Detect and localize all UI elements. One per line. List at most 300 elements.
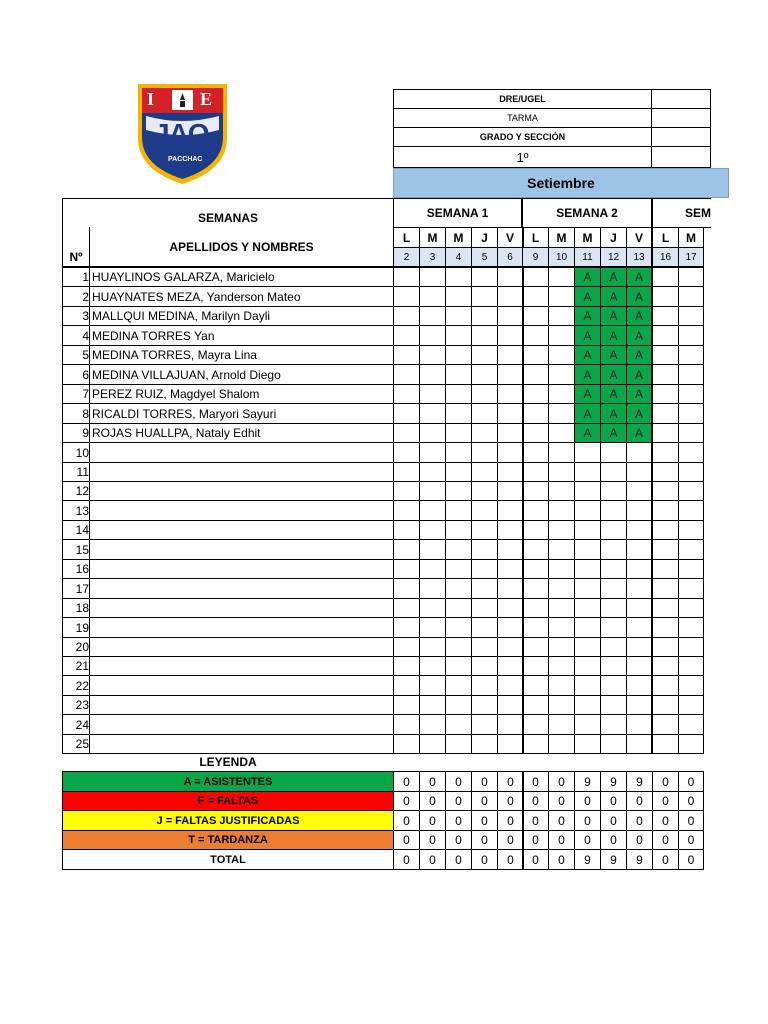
attendance-cell[interactable] (445, 364, 472, 385)
attendance-cell[interactable]: A (574, 384, 601, 404)
attendance-cell[interactable] (652, 423, 679, 443)
attendance-cell[interactable] (626, 714, 653, 735)
attendance-cell[interactable] (445, 403, 472, 424)
attendance-cell[interactable] (548, 598, 575, 618)
attendance-cell[interactable] (652, 442, 679, 463)
attendance-cell[interactable] (522, 325, 549, 346)
attendance-cell[interactable] (471, 403, 498, 424)
attendance-cell[interactable]: A (626, 325, 653, 346)
attendance-cell[interactable] (471, 442, 498, 463)
attendance-cell[interactable] (419, 345, 446, 365)
attendance-cell[interactable] (445, 520, 472, 540)
attendance-cell[interactable] (393, 578, 420, 599)
attendance-cell[interactable] (497, 325, 524, 346)
attendance-cell[interactable] (497, 364, 524, 385)
attendance-cell[interactable] (574, 462, 601, 482)
attendance-cell[interactable] (497, 675, 524, 696)
attendance-cell[interactable] (626, 598, 653, 618)
attendance-cell[interactable] (652, 345, 679, 365)
attendance-cell[interactable] (522, 714, 549, 735)
attendance-cell[interactable] (626, 539, 653, 560)
attendance-cell[interactable] (471, 578, 498, 599)
attendance-cell[interactable] (522, 481, 549, 501)
attendance-cell[interactable] (471, 325, 498, 346)
attendance-cell[interactable] (600, 578, 627, 599)
attendance-cell[interactable] (548, 675, 575, 696)
attendance-cell[interactable] (419, 617, 446, 638)
attendance-cell[interactable] (678, 481, 704, 501)
attendance-cell[interactable] (471, 656, 498, 676)
attendance-cell[interactable]: A (574, 403, 601, 424)
attendance-cell[interactable] (445, 423, 472, 443)
attendance-cell[interactable]: A (574, 345, 601, 365)
attendance-cell[interactable] (652, 598, 679, 618)
attendance-cell[interactable] (548, 734, 575, 754)
attendance-cell[interactable] (497, 423, 524, 443)
attendance-cell[interactable] (522, 462, 549, 482)
attendance-cell[interactable] (445, 714, 472, 735)
attendance-cell[interactable] (445, 598, 472, 618)
attendance-cell[interactable] (626, 656, 653, 676)
attendance-cell[interactable]: A (600, 423, 627, 443)
attendance-cell[interactable]: A (600, 403, 627, 424)
attendance-cell[interactable] (497, 617, 524, 638)
attendance-cell[interactable]: A (574, 267, 601, 287)
attendance-cell[interactable] (574, 695, 601, 715)
attendance-cell[interactable] (574, 637, 601, 657)
attendance-cell[interactable] (678, 267, 704, 287)
attendance-cell[interactable] (393, 656, 420, 676)
attendance-cell[interactable] (522, 617, 549, 638)
attendance-cell[interactable] (419, 286, 446, 307)
attendance-cell[interactable] (393, 286, 420, 307)
attendance-cell[interactable] (419, 481, 446, 501)
attendance-cell[interactable] (419, 734, 446, 754)
attendance-cell[interactable] (652, 578, 679, 599)
attendance-cell[interactable] (522, 423, 549, 443)
attendance-cell[interactable] (497, 403, 524, 424)
attendance-cell[interactable] (600, 675, 627, 696)
attendance-cell[interactable] (678, 637, 704, 657)
attendance-cell[interactable]: A (626, 364, 653, 385)
attendance-cell[interactable] (471, 267, 498, 287)
attendance-cell[interactable] (445, 559, 472, 579)
attendance-cell[interactable] (497, 734, 524, 754)
attendance-cell[interactable] (522, 598, 549, 618)
attendance-cell[interactable] (548, 520, 575, 540)
attendance-cell[interactable] (393, 267, 420, 287)
attendance-cell[interactable] (678, 423, 704, 443)
attendance-cell[interactable] (548, 656, 575, 676)
attendance-cell[interactable] (471, 675, 498, 696)
attendance-cell[interactable] (497, 520, 524, 540)
attendance-cell[interactable] (652, 539, 679, 560)
attendance-cell[interactable] (419, 462, 446, 482)
attendance-cell[interactable] (497, 656, 524, 676)
attendance-cell[interactable] (393, 695, 420, 715)
attendance-cell[interactable] (522, 384, 549, 404)
attendance-cell[interactable] (626, 617, 653, 638)
attendance-cell[interactable] (678, 734, 704, 754)
attendance-cell[interactable] (548, 500, 575, 521)
attendance-cell[interactable] (445, 734, 472, 754)
attendance-cell[interactable]: A (626, 345, 653, 365)
attendance-cell[interactable] (678, 520, 704, 540)
attendance-cell[interactable] (678, 442, 704, 463)
attendance-cell[interactable] (678, 598, 704, 618)
attendance-cell[interactable]: A (574, 364, 601, 385)
attendance-cell[interactable] (393, 345, 420, 365)
attendance-cell[interactable] (497, 695, 524, 715)
attendance-cell[interactable] (445, 675, 472, 696)
attendance-cell[interactable] (678, 714, 704, 735)
attendance-cell[interactable] (574, 539, 601, 560)
attendance-cell[interactable] (652, 675, 679, 696)
attendance-cell[interactable] (678, 286, 704, 307)
attendance-cell[interactable]: A (626, 403, 653, 424)
attendance-cell[interactable] (652, 520, 679, 540)
attendance-cell[interactable] (393, 306, 420, 326)
attendance-cell[interactable] (652, 267, 679, 287)
attendance-cell[interactable] (393, 734, 420, 754)
attendance-cell[interactable] (626, 637, 653, 657)
attendance-cell[interactable] (497, 345, 524, 365)
attendance-cell[interactable] (522, 559, 549, 579)
attendance-cell[interactable] (522, 306, 549, 326)
attendance-cell[interactable] (678, 695, 704, 715)
attendance-cell[interactable] (419, 714, 446, 735)
attendance-cell[interactable] (522, 520, 549, 540)
attendance-cell[interactable] (419, 267, 446, 287)
attendance-cell[interactable] (393, 559, 420, 579)
attendance-cell[interactable]: A (600, 325, 627, 346)
attendance-cell[interactable] (548, 714, 575, 735)
attendance-cell[interactable] (522, 500, 549, 521)
attendance-cell[interactable] (574, 442, 601, 463)
attendance-cell[interactable] (652, 364, 679, 385)
attendance-cell[interactable] (393, 384, 420, 404)
attendance-cell[interactable] (471, 462, 498, 482)
attendance-cell[interactable] (600, 598, 627, 618)
attendance-cell[interactable] (626, 462, 653, 482)
attendance-cell[interactable] (497, 481, 524, 501)
attendance-cell[interactable] (600, 500, 627, 521)
attendance-cell[interactable] (471, 598, 498, 618)
attendance-cell[interactable] (678, 345, 704, 365)
attendance-cell[interactable] (652, 714, 679, 735)
attendance-cell[interactable] (393, 520, 420, 540)
attendance-cell[interactable] (548, 345, 575, 365)
attendance-cell[interactable] (548, 559, 575, 579)
attendance-cell[interactable] (626, 559, 653, 579)
attendance-cell[interactable] (574, 714, 601, 735)
attendance-cell[interactable] (522, 539, 549, 560)
attendance-cell[interactable] (445, 481, 472, 501)
attendance-cell[interactable] (393, 462, 420, 482)
attendance-cell[interactable] (419, 306, 446, 326)
attendance-cell[interactable] (419, 539, 446, 560)
attendance-cell[interactable] (652, 286, 679, 307)
attendance-cell[interactable] (445, 617, 472, 638)
attendance-cell[interactable] (574, 500, 601, 521)
attendance-cell[interactable] (497, 539, 524, 560)
attendance-cell[interactable] (522, 403, 549, 424)
attendance-cell[interactable] (471, 384, 498, 404)
attendance-cell[interactable] (626, 520, 653, 540)
attendance-cell[interactable] (678, 675, 704, 696)
attendance-cell[interactable] (574, 675, 601, 696)
attendance-cell[interactable] (678, 306, 704, 326)
attendance-cell[interactable] (548, 325, 575, 346)
attendance-cell[interactable] (652, 403, 679, 424)
attendance-cell[interactable] (393, 442, 420, 463)
attendance-cell[interactable]: A (574, 423, 601, 443)
attendance-cell[interactable] (626, 675, 653, 696)
attendance-cell[interactable]: A (600, 345, 627, 365)
attendance-cell[interactable] (548, 462, 575, 482)
attendance-cell[interactable] (445, 500, 472, 521)
attendance-cell[interactable] (548, 267, 575, 287)
attendance-cell[interactable] (497, 714, 524, 735)
attendance-cell[interactable] (445, 578, 472, 599)
attendance-cell[interactable] (471, 481, 498, 501)
attendance-cell[interactable] (497, 306, 524, 326)
attendance-cell[interactable] (497, 267, 524, 287)
attendance-cell[interactable] (471, 637, 498, 657)
attendance-cell[interactable] (497, 500, 524, 521)
attendance-cell[interactable] (445, 267, 472, 287)
attendance-cell[interactable] (522, 695, 549, 715)
attendance-cell[interactable]: A (626, 306, 653, 326)
attendance-cell[interactable] (471, 520, 498, 540)
attendance-cell[interactable] (652, 306, 679, 326)
attendance-cell[interactable] (393, 325, 420, 346)
attendance-cell[interactable]: A (600, 364, 627, 385)
attendance-cell[interactable]: A (626, 423, 653, 443)
attendance-cell[interactable] (497, 559, 524, 579)
attendance-cell[interactable] (497, 286, 524, 307)
attendance-cell[interactable] (678, 462, 704, 482)
attendance-cell[interactable] (419, 423, 446, 443)
attendance-cell[interactable] (445, 442, 472, 463)
attendance-cell[interactable] (574, 656, 601, 676)
attendance-cell[interactable]: A (626, 286, 653, 307)
attendance-cell[interactable] (652, 559, 679, 579)
attendance-cell[interactable] (445, 384, 472, 404)
attendance-cell[interactable] (574, 598, 601, 618)
attendance-cell[interactable] (419, 578, 446, 599)
attendance-cell[interactable] (678, 559, 704, 579)
attendance-cell[interactable] (445, 306, 472, 326)
attendance-cell[interactable] (600, 734, 627, 754)
attendance-cell[interactable] (471, 345, 498, 365)
attendance-cell[interactable] (522, 734, 549, 754)
attendance-cell[interactable] (548, 578, 575, 599)
attendance-cell[interactable] (419, 695, 446, 715)
attendance-cell[interactable] (471, 734, 498, 754)
attendance-cell[interactable] (600, 617, 627, 638)
attendance-cell[interactable] (652, 734, 679, 754)
attendance-cell[interactable] (522, 345, 549, 365)
attendance-cell[interactable] (600, 442, 627, 463)
attendance-cell[interactable] (522, 267, 549, 287)
attendance-cell[interactable] (471, 539, 498, 560)
attendance-cell[interactable] (600, 520, 627, 540)
attendance-cell[interactable] (600, 462, 627, 482)
attendance-cell[interactable] (652, 695, 679, 715)
attendance-cell[interactable] (600, 559, 627, 579)
attendance-cell[interactable] (497, 637, 524, 657)
attendance-cell[interactable] (652, 500, 679, 521)
attendance-cell[interactable] (548, 481, 575, 501)
attendance-cell[interactable] (574, 578, 601, 599)
attendance-cell[interactable] (471, 423, 498, 443)
attendance-cell[interactable] (678, 500, 704, 521)
attendance-cell[interactable] (471, 286, 498, 307)
attendance-cell[interactable] (548, 637, 575, 657)
attendance-cell[interactable] (471, 617, 498, 638)
attendance-cell[interactable]: A (574, 325, 601, 346)
attendance-cell[interactable] (393, 423, 420, 443)
attendance-cell[interactable] (445, 462, 472, 482)
attendance-cell[interactable] (626, 500, 653, 521)
attendance-cell[interactable] (393, 617, 420, 638)
attendance-cell[interactable] (574, 481, 601, 501)
attendance-cell[interactable] (522, 578, 549, 599)
attendance-cell[interactable] (600, 481, 627, 501)
attendance-cell[interactable] (652, 656, 679, 676)
attendance-cell[interactable] (445, 325, 472, 346)
attendance-cell[interactable] (652, 325, 679, 346)
attendance-cell[interactable] (445, 539, 472, 560)
attendance-cell[interactable] (548, 403, 575, 424)
attendance-cell[interactable] (574, 520, 601, 540)
attendance-cell[interactable] (548, 286, 575, 307)
attendance-cell[interactable]: A (600, 267, 627, 287)
attendance-cell[interactable] (548, 423, 575, 443)
attendance-cell[interactable] (471, 714, 498, 735)
attendance-cell[interactable] (626, 442, 653, 463)
attendance-cell[interactable] (678, 539, 704, 560)
attendance-cell[interactable] (393, 500, 420, 521)
attendance-cell[interactable] (548, 442, 575, 463)
attendance-cell[interactable] (419, 520, 446, 540)
attendance-cell[interactable] (600, 714, 627, 735)
attendance-cell[interactable] (522, 637, 549, 657)
attendance-cell[interactable] (471, 695, 498, 715)
attendance-cell[interactable] (626, 578, 653, 599)
attendance-cell[interactable] (393, 539, 420, 560)
attendance-cell[interactable] (600, 656, 627, 676)
attendance-cell[interactable] (419, 403, 446, 424)
attendance-cell[interactable] (445, 637, 472, 657)
attendance-cell[interactable] (678, 578, 704, 599)
attendance-cell[interactable] (548, 695, 575, 715)
attendance-cell[interactable] (548, 617, 575, 638)
attendance-cell[interactable] (445, 656, 472, 676)
attendance-cell[interactable] (678, 656, 704, 676)
attendance-cell[interactable] (626, 481, 653, 501)
attendance-cell[interactable] (574, 559, 601, 579)
attendance-cell[interactable] (497, 598, 524, 618)
attendance-cell[interactable] (497, 384, 524, 404)
attendance-cell[interactable] (678, 403, 704, 424)
attendance-cell[interactable] (548, 364, 575, 385)
attendance-cell[interactable] (497, 462, 524, 482)
attendance-cell[interactable] (471, 559, 498, 579)
attendance-cell[interactable] (600, 695, 627, 715)
attendance-cell[interactable] (626, 734, 653, 754)
attendance-cell[interactable] (652, 384, 679, 404)
attendance-cell[interactable]: A (600, 286, 627, 307)
attendance-cell[interactable] (419, 325, 446, 346)
attendance-cell[interactable]: A (626, 267, 653, 287)
attendance-cell[interactable] (471, 306, 498, 326)
attendance-cell[interactable] (419, 559, 446, 579)
attendance-cell[interactable] (445, 345, 472, 365)
attendance-cell[interactable] (600, 539, 627, 560)
attendance-cell[interactable] (445, 695, 472, 715)
attendance-cell[interactable] (419, 384, 446, 404)
attendance-cell[interactable] (678, 617, 704, 638)
attendance-cell[interactable] (626, 695, 653, 715)
attendance-cell[interactable] (678, 325, 704, 346)
attendance-cell[interactable] (419, 656, 446, 676)
attendance-cell[interactable]: A (600, 306, 627, 326)
attendance-cell[interactable] (522, 442, 549, 463)
attendance-cell[interactable] (419, 675, 446, 696)
attendance-cell[interactable] (600, 637, 627, 657)
attendance-cell[interactable] (419, 442, 446, 463)
attendance-cell[interactable] (678, 384, 704, 404)
attendance-cell[interactable] (652, 481, 679, 501)
attendance-cell[interactable] (393, 675, 420, 696)
attendance-cell[interactable] (548, 384, 575, 404)
attendance-cell[interactable] (574, 734, 601, 754)
attendance-cell[interactable] (522, 364, 549, 385)
attendance-cell[interactable] (522, 675, 549, 696)
attendance-cell[interactable] (548, 306, 575, 326)
attendance-cell[interactable] (393, 637, 420, 657)
attendance-cell[interactable]: A (574, 306, 601, 326)
attendance-cell[interactable] (419, 364, 446, 385)
attendance-cell[interactable] (393, 481, 420, 501)
attendance-cell[interactable] (471, 364, 498, 385)
attendance-cell[interactable] (652, 617, 679, 638)
attendance-cell[interactable] (419, 500, 446, 521)
attendance-cell[interactable] (678, 364, 704, 385)
attendance-cell[interactable] (652, 637, 679, 657)
attendance-cell[interactable] (419, 598, 446, 618)
attendance-cell[interactable] (419, 637, 446, 657)
attendance-cell[interactable] (522, 286, 549, 307)
attendance-cell[interactable] (471, 500, 498, 521)
attendance-cell[interactable] (574, 617, 601, 638)
attendance-cell[interactable] (393, 714, 420, 735)
attendance-cell[interactable] (652, 462, 679, 482)
attendance-cell[interactable]: A (626, 384, 653, 404)
attendance-cell[interactable] (393, 598, 420, 618)
attendance-cell[interactable]: A (574, 286, 601, 307)
attendance-cell[interactable] (393, 364, 420, 385)
attendance-cell[interactable] (445, 286, 472, 307)
attendance-cell[interactable]: A (600, 384, 627, 404)
attendance-cell[interactable] (497, 442, 524, 463)
attendance-cell[interactable] (497, 578, 524, 599)
attendance-cell[interactable] (522, 656, 549, 676)
attendance-cell[interactable] (548, 539, 575, 560)
attendance-cell[interactable] (393, 403, 420, 424)
